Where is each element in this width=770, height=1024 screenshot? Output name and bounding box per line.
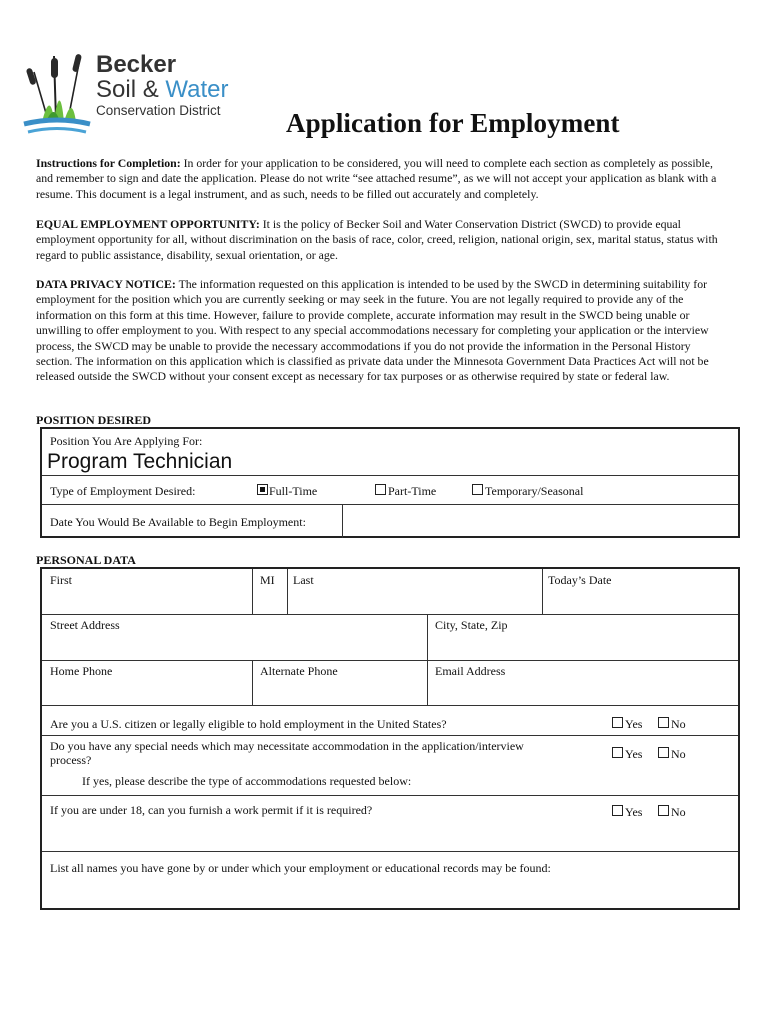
special-needs-yes-checkbox[interactable] xyxy=(612,747,623,758)
page-title: Application for Employment xyxy=(286,108,620,138)
part-time-checkbox[interactable] xyxy=(375,484,386,495)
work-permit-question: If you are under 18, can you furnish a work permit if it is required? xyxy=(50,803,373,817)
citizen-yes-label: Yes xyxy=(625,717,643,731)
district-logo xyxy=(20,50,250,142)
city-state-zip-label: City, State, Zip xyxy=(435,618,508,632)
citizen-yes-checkbox[interactable] xyxy=(612,717,623,728)
work-permit-yes-checkbox[interactable] xyxy=(612,805,623,816)
todays-date-label: Today’s Date xyxy=(548,573,612,587)
part-time-label: Part-Time xyxy=(388,484,437,498)
home-phone-field[interactable] xyxy=(42,661,252,705)
email-field[interactable] xyxy=(428,661,738,705)
privacy-paragraph: DATA PRIVACY NOTICE: The information requested on this application is intended to be used by the SWCD in determining suitability for employment for the position which you are currently seeking or may seek in the future. You are not legally required to provide any of the information on this form at this time. However, failure to provide complete, accurate information may result in the SWCD being unable or unwilling to offer employment to you. With respect to any special accommodations necessary for completing your application or the interview process, the SWCD may be unable to provide the necessary accommodations if you do not provide the information in the Personal History section. The information on this application which is classified as private data under the Minnesota Government Data Practices Act will not be released outside the SWCD without your consent except as necessary for tax purposes or as otherwise required by state or federal law. xyxy=(36,277,709,384)
special-needs-no-label: No xyxy=(671,747,686,761)
city-state-zip-field[interactable] xyxy=(428,615,738,660)
mi-label: MI xyxy=(260,573,275,587)
street-address-field[interactable] xyxy=(42,615,427,660)
home-phone-label: Home Phone xyxy=(50,664,113,678)
todays-date-field[interactable] xyxy=(543,569,738,614)
last-name-field[interactable] xyxy=(288,569,542,614)
start-date-label: Date You Would Be Available to Begin Employment: xyxy=(50,515,306,529)
position-box xyxy=(40,427,740,538)
accommodations-describe-label: If yes, please describe the type of accommodations requested below: xyxy=(82,774,412,788)
special-needs-question-line2: process? xyxy=(50,753,92,767)
other-names-question: List all names you have gone by or under which your employment or educational records may be found: xyxy=(50,861,551,875)
alternate-phone-label: Alternate Phone xyxy=(260,664,338,678)
cattail-marsh-logo-icon xyxy=(20,50,94,142)
personal-section-heading: PERSONAL DATA xyxy=(36,553,136,567)
citizen-question: Are you a U.S. citizen or legally eligible to hold employment in the United States? xyxy=(50,717,447,731)
last-name-label: Last xyxy=(293,573,314,587)
temporary-label: Temporary/Seasonal xyxy=(485,484,584,498)
eeo-paragraph: EQUAL EMPLOYMENT OPPORTUNITY: It is the policy of Becker Soil and Water Conservation District (SWCD) to provide equal employment opportunity for all, without discrimination on the basis of race, color, creed, religion, national origin, sex, marital status, status with regard to public assistance, disability, sexual orientation, or age. xyxy=(36,217,718,262)
full-time-checkbox[interactable] xyxy=(257,484,268,495)
street-address-label: Street Address xyxy=(50,618,120,632)
instructions-paragraph: Instructions for Completion: In order for your application to be considered, you will need to complete each section as completely as possible, and remember to sign and date the application. Please do not write “see attached resume”, as we will not accept your application as blank with a resume. This document is a legal instrument, and as such, needs to be filled out accurately and completely. xyxy=(36,156,717,201)
position-label: Position You Are Applying For: xyxy=(50,434,203,448)
citizen-no-label: No xyxy=(671,717,686,731)
temporary-checkbox[interactable] xyxy=(472,484,483,495)
logo-name-line1: Becker xyxy=(96,51,177,78)
special-needs-question-line1: Do you have any special needs which may necessitate accommodation in the application/interview xyxy=(50,739,524,753)
work-permit-no-label: No xyxy=(671,805,686,819)
work-permit-yes-label: Yes xyxy=(625,805,643,819)
personal-box xyxy=(40,567,740,910)
alternate-phone-field[interactable] xyxy=(253,661,427,705)
other-names-field[interactable] xyxy=(42,877,738,908)
citizen-no-checkbox[interactable] xyxy=(658,717,669,728)
logo-name-line3: Conservation District xyxy=(96,103,221,118)
first-name-field[interactable] xyxy=(42,569,252,614)
special-needs-no-checkbox[interactable] xyxy=(658,747,669,758)
work-permit-no-checkbox[interactable] xyxy=(658,805,669,816)
full-time-label: Full-Time xyxy=(269,484,318,498)
start-date-field[interactable] xyxy=(344,505,738,537)
position-field[interactable]: Program Technician xyxy=(47,450,233,473)
mi-field[interactable] xyxy=(253,569,287,614)
logo-name-line2: Soil & Water xyxy=(96,76,229,103)
position-section-heading: POSITION DESIRED xyxy=(36,413,152,427)
employment-type-label: Type of Employment Desired: xyxy=(50,484,196,498)
special-needs-yes-label: Yes xyxy=(625,747,643,761)
email-label: Email Address xyxy=(435,664,506,678)
first-name-label: First xyxy=(50,573,73,587)
